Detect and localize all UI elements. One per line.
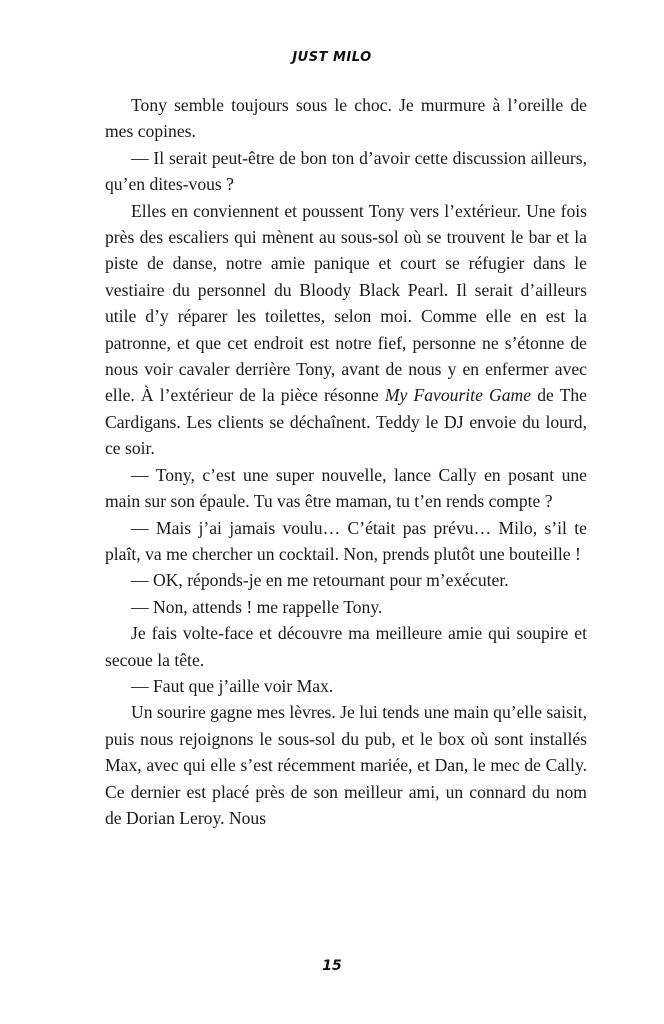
paragraph: Tony semble toujours sous le choc. Je murmure à l’oreille de mes copines.	[105, 95, 587, 142]
paragraph: — Non, attends ! me rappelle Tony.	[131, 596, 383, 617]
running-header: JUST MILO	[292, 50, 372, 65]
body-text	[105, 92, 587, 831]
paragraph: Je fais volte-face et découvre ma meilleure amie qui soupire et secoue la tête.	[105, 623, 587, 670]
paragraph: — Il serait peut-être de bon ton d’avoir cette discussion ailleurs, qu’en dites-vous ?	[105, 147, 587, 195]
text-run: de The Cardigans. Les clients se déchaînent. Teddy le DJ envoie du lourd, ce soir.	[105, 385, 587, 459]
text-run: Elles en conviennent et poussent Tony vers l’extérieur. Une fois près des escaliers qui mènent au sous-sol où se trouvent le bar et la piste de danse, notre amie panique et court se réfugier dans le vestiaire du personnel du Bloody Black Pearl. Il serait d’ailleurs utile d’y réparer les toilettes, selon moi. Comme elle en est la patronne, et que cet endroit est notre fief, personne ne s’étonne de nous voir cavaler derrière Tony, avant de nous y en enfermer avec elle. À l’extérieur de la pièce résonne	[105, 200, 587, 406]
paragraph: Un sourire gagne mes lèvres. Je lui tends une main qu’elle saisit, puis nous rejoignons le sous-sol du pub, et le box où sont installés Max, avec qui elle s’est récemment mariée, et Dan, le mec de Cally. Ce dernier est placé près de son meilleur ami, un connard du nom de Dorian Leroy. Nous	[105, 702, 587, 828]
paragraph	[105, 198, 587, 462]
page-number: 15	[322, 958, 342, 974]
paragraph: — Mais j’ai jamais voulu… C’était pas prévu… Milo, s’il te plaît, va me chercher un cocktail. Non, prends plutôt une bouteille !	[105, 517, 587, 564]
paragraph: — Tony, c’est une super nouvelle, lance Cally en posant une main sur son épaule. Tu vas être maman, tu t’en rends compte ?	[105, 464, 587, 512]
paragraph: — OK, réponds-je en me retournant pour m’exécuter.	[131, 570, 509, 591]
song-title: My Favourite Game	[384, 385, 532, 406]
paragraph: — Faut que j’aille voir Max.	[131, 675, 334, 696]
